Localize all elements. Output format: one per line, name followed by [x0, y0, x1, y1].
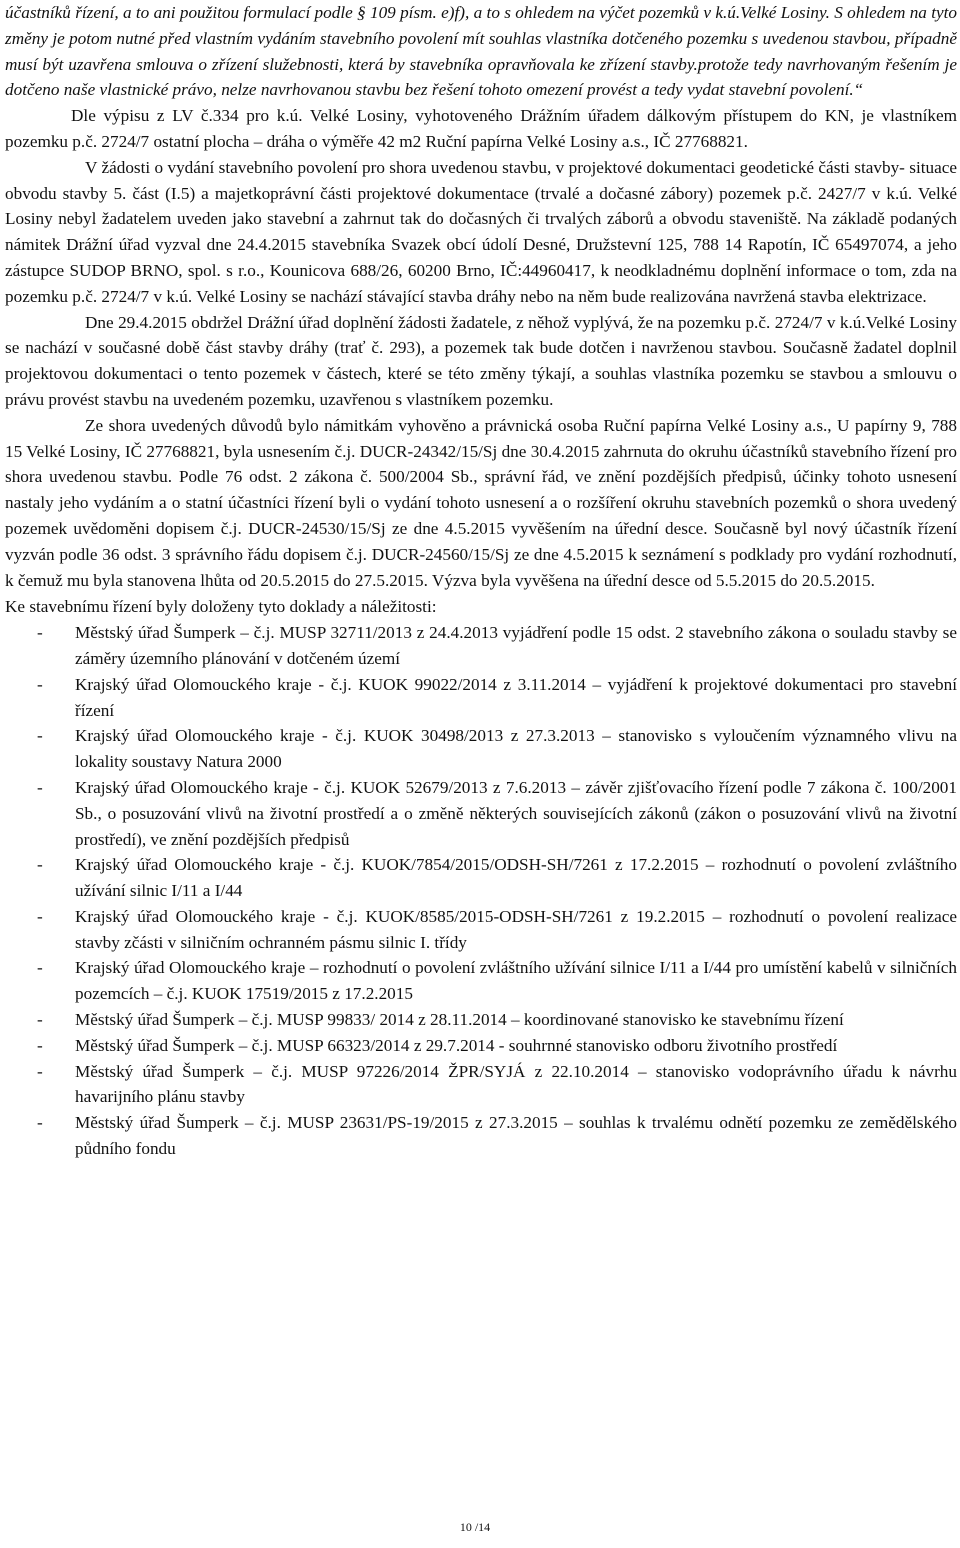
list-item: - Krajský úřad Olomouckého kraje - č.j. KUOK 99022/2014 z 3.11.2014 – vyjádření k projektové dokumentaci pro stavební řízení: [5, 672, 957, 724]
list-dash: -: [37, 674, 43, 694]
list-dash: -: [37, 855, 43, 875]
list-item: - Krajský úřad Olomouckého kraje - č.j. KUOK 30498/2013 z 27.3.2013 – stanovisko s vyloučením významného vlivu na lokality soustavy Natura 2000: [5, 723, 957, 775]
list-item: - Městský úřad Šumperk – č.j. MUSP 66323/2014 z 29.7.2014 - souhrnné stanovisko odboru životního prostředí: [5, 1033, 957, 1059]
list-item: - Městský úřad Šumperk – č.j. MUSP 99833/ 2014 z 28.11.2014 – koordinované stanovisko ke stavebnímu řízení: [5, 1007, 957, 1033]
list-dash: -: [37, 906, 43, 926]
list-item: - Městský úřad Šumperk – č.j. MUSP 32711/2013 z 24.4.2013 vyjádření podle 15 odst. 2 stavebního zákona o souladu stavby se záměry územního plánování v dotčeném území: [5, 620, 957, 672]
list-item: - Krajský úřad Olomouckého kraje – rozhodnutí o povolení zvláštního užívání silnice I/11 a I/44 pro umístění kabelů v silničních pozemcích – č.j. KUOK 17519/2015 z 17.2.2015: [5, 955, 957, 1007]
page-footer: [0, 1520, 960, 1535]
list-item: - Krajský úřad Olomouckého kraje - č.j. KUOK/7854/2015/ODSH-SH/7261 z 17.2.2015 – rozhodnutí o povolení zvláštního užívání silnic I/11 a I/44: [5, 852, 957, 904]
paragraph-quoted-objection: účastníků řízení, a to ani použitou formulací podle § 109 písm. e)f), a to s ohledem na výčet pozemků v k.ú.Velké Losiny. S ohledem na tyto změny je potom nutné před vlastním vydáním stavebního povolení mít souhlas vlastníka dotčeného pozemku s uvedenou stavbou, případně musí být uzavřena smlouva o zřízení služebnosti, která by stavebníka opravňovala ke zřízení stavby.protože tedy navrhovaným řešením je dotčeno naše vlastnické právo, nelze navrhovanou stavbu bez řešení tohoto omezení provést a tedy vydat stavební povolení.“: [5, 3, 957, 100]
list-dash: -: [37, 1061, 43, 1081]
paragraph-decision: Ze shora uvedených důvodů bylo námitkám vyhověno a právnická osoba Ruční papírna Velké Losiny a.s., U papírny 9, 788 15 Velké Losiny, IČ 27768821, byla usnesením č.j. DUCR-24342/15/Sj dne 30.4.2015 zahrnuta do okruhu účastníků stavebního řízení pro shora uvedenou stavbu. Podle 76 odst. 2 zákona č. 500/2004 Sb., správní řád, ve znění pozdějších předpisů, účinky tohoto usnesení nastaly jeho vydáním a o statní účastníci řízení byli o vydání tohoto usnesení a o rozšíření okruhu stavebních pozemků o shora uvedený pozemek uvědoměni dopisem č.j. DUCR-24530/15/Sj ze dne 4.5.2015 vyvěšením na úřední desce. Současně byl nový účastník řízení vyzván podle 36 odst. 3 správního řádu dopisem č.j. DUCR-24560/15/Sj ze dne 4.5.2015 k seznámení s podklady pro vydání rozhodnutí, k čemuž mu byla stanovena lhůta od 20.5.2015 do 27.5.2015. Výzva byla vyvěšena na úřední desce od 5.5.2015 do 20.5.2015.: [5, 415, 957, 590]
list-dash: -: [37, 958, 43, 978]
list-item: - Krajský úřad Olomouckého kraje - č.j. KUOK/8585/2015-ODSH-SH/7261 z 19.2.2015 – rozhodnutí o povolení realizace stavby zčásti v silničním ochranném pásmu silnic I. třídy: [5, 904, 957, 956]
list-dash: -: [37, 726, 43, 746]
list-item: - Městský úřad Šumperk – č.j. MUSP 97226/2014 ŽPR/SYJÁ z 22.10.2014 – stanovisko vodoprávního úřadu k návrhu havarijního plánu stavby: [5, 1059, 957, 1111]
list-heading: Ke stavebnímu řízení byly doloženy tyto doklady a náležitosti:: [5, 597, 437, 617]
paragraph-land-registry: Dle výpisu z LV č.334 pro k.ú. Velké Losiny, vyhotoveného Drážním úřadem dálkovým přístupem do KN, je vlastníkem pozemku p.č. 2724/7 ostatní plocha – dráha o výměře 42 m2 Ruční papírna Velké Losiny a.s., IČ 27768821.: [5, 106, 957, 151]
list-dash: -: [37, 1010, 43, 1030]
list-item: - Krajský úřad Olomouckého kraje - č.j. KUOK 52679/2013 z 7.6.2013 – závěr zjišťovacího řízení podle 7 zákona č. 100/2001 Sb., o posuzování vlivů na životní prostředí a o změně některých souvisejících zákonů (zákon o posuzování vlivů na životní prostředí), ve znění pozdějších předpisů: [5, 775, 957, 852]
list-dash: -: [37, 1035, 43, 1055]
paragraph-application: V žádosti o vydání stavebního povolení pro shora uvedenou stavbu, v projektové dokumentaci geodetické části stavby- situace obvodu stavby 5. část (I.5) a majetkoprávní části projektové dokumentace (trvalé a dočasné zábory) pozemek p.č. 2427/7 v k.ú. Velké Losiny nebyl žadatelem uveden jako stavební a zahrnut tak do dočasných či trvalých záborů a obvodu staveniště. Na základě podaných námitek Drážní úřad vyzval dne 24.4.2015 stavebníka Svazek obcí údolí Desné, Družstevní 125, 788 14 Rapotín, IČ 65497074, a jeho zástupce SUDOP BRNO, spol. s r.o., Kounicova 688/26, 60200 Brno, IČ:44960417, k neodkladnému doplnění informace o tom, zda na pozemku p.č. 2724/7 v k.ú. Velké Losiny se nachází stávající stavba dráhy nebo na něm bude realizována navržená stavba elektrizace.: [5, 157, 957, 306]
list-item: - Městský úřad Šumperk – č.j. MUSP 23631/PS-19/2015 z 27.3.2015 – souhlas k trvalému odnětí pozemku ze zemědělského půdního fondu: [5, 1110, 957, 1162]
list-dash: -: [37, 623, 43, 643]
page-number: 10 /14: [459, 1520, 491, 1534]
document-body: [5, 0, 957, 1162]
list-dash: -: [37, 1113, 43, 1133]
list-dash: -: [37, 777, 43, 797]
paragraph-supplement: Dne 29.4.2015 obdržel Drážní úřad doplnění žádosti žadatele, z něhož vyplývá, že na pozemku p.č. 2724/7 v k.ú.Velké Losiny se nachází v současné době část stavby dráhy (trať č. 293), a pozemek tak bude dotčen i navrženou stavbou. Současně žadatel doplnil projektovou dokumentaci o tento pozemek v částech, které se této změny týkají, a souhlas vlastníka pozemku se stavbou a smlouvu o právu provést stavbu na uvedeném pozemku, uzavřenou s vlastníkem pozemku.: [5, 312, 957, 409]
documents-list: [5, 620, 957, 1162]
